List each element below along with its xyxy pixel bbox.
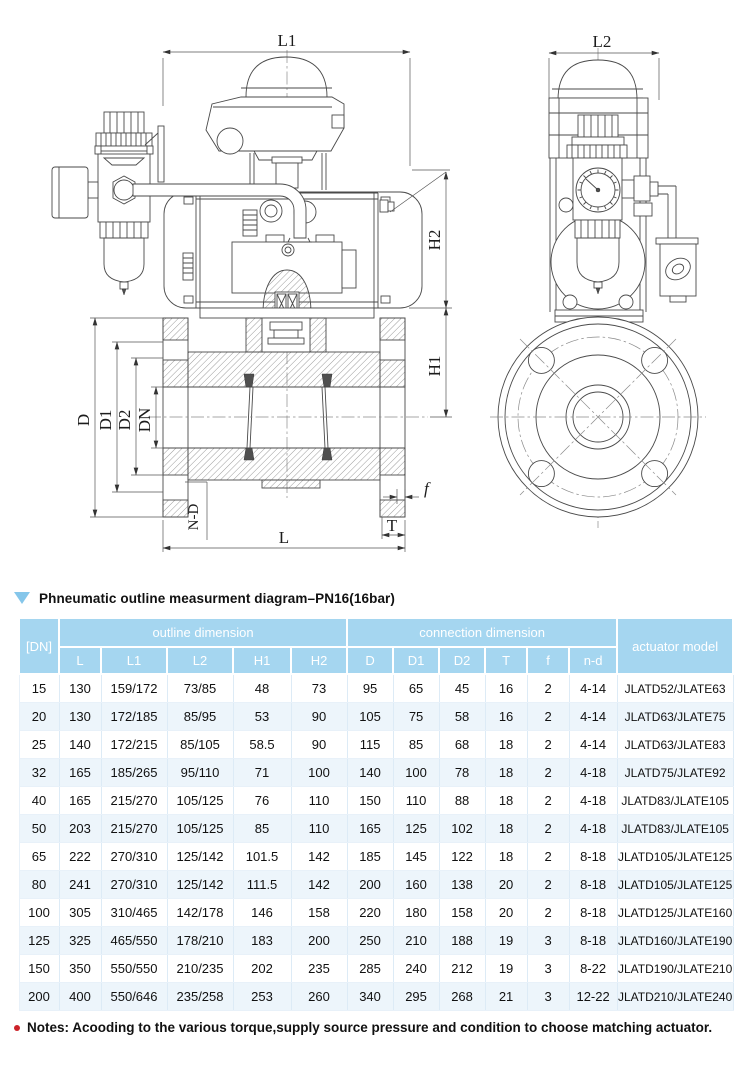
table-cell: 200 <box>19 983 59 1011</box>
table-row <box>19 899 733 927</box>
col-header-d2: D2 <box>439 647 485 674</box>
actuator-front <box>164 192 422 313</box>
table-cell: 48 <box>233 674 291 703</box>
table-cell: 340 <box>347 983 393 1011</box>
table-cell: 2 <box>527 703 569 731</box>
table-cell: 73 <box>291 674 347 703</box>
dim-label-h1: H1 <box>425 355 444 377</box>
col-header-nd: n-d <box>569 647 617 674</box>
table-cell: 45 <box>439 674 485 703</box>
table-cell: 350 <box>59 955 101 983</box>
air-port <box>260 200 282 222</box>
table-cell: JLATD63/JLATE83 <box>617 731 733 759</box>
indicator-window <box>217 128 243 154</box>
table-cell: 325 <box>59 927 101 955</box>
table-cell: 122 <box>439 843 485 871</box>
table-row <box>19 871 733 899</box>
front-view <box>52 31 452 552</box>
table-row <box>19 843 733 871</box>
table-cell: 140 <box>59 731 101 759</box>
table-cell: 165 <box>347 815 393 843</box>
table-cell: 95/110 <box>167 759 233 787</box>
table-cell: 18 <box>485 843 527 871</box>
table-cell: 65 <box>19 843 59 871</box>
group-header-connection: connection dimension <box>347 618 617 647</box>
table-cell: 85 <box>393 731 439 759</box>
table-cell: 75 <box>393 703 439 731</box>
table-cell: 235 <box>291 955 347 983</box>
table-row <box>19 674 733 703</box>
table-cell: 80 <box>19 871 59 899</box>
table-cell: 4-18 <box>569 759 617 787</box>
table-cell: 16 <box>485 703 527 731</box>
table-cell: 100 <box>291 759 347 787</box>
mounting-bracket <box>158 126 164 182</box>
table-cell: 100 <box>19 899 59 927</box>
dim-label-d: D <box>74 413 93 427</box>
filter-bowl <box>104 238 144 282</box>
table-cell: 73/85 <box>167 674 233 703</box>
table-cell: JLATD125/JLATE160 <box>617 899 733 927</box>
table-cell: 142 <box>291 871 347 899</box>
table-cell: 110 <box>291 787 347 815</box>
table-row <box>19 787 733 815</box>
table-cell: 125 <box>393 815 439 843</box>
table-cell: 465/550 <box>101 927 167 955</box>
table-cell: 220 <box>347 899 393 927</box>
table-cell: 19 <box>485 955 527 983</box>
table-cell: 253 <box>233 983 291 1011</box>
table-cell: 71 <box>233 759 291 787</box>
table-cell: 88 <box>439 787 485 815</box>
col-header-d: D <box>347 647 393 674</box>
col-header-h1: H1 <box>233 647 291 674</box>
table-cell: 130 <box>59 703 101 731</box>
col-header-h2: H2 <box>291 647 347 674</box>
table-cell: 3 <box>527 927 569 955</box>
table-cell: 4-14 <box>569 674 617 703</box>
table-cell: 2 <box>527 674 569 703</box>
table-cell: 125 <box>19 927 59 955</box>
table-cell: 85/95 <box>167 703 233 731</box>
table-cell: 105/125 <box>167 815 233 843</box>
table-row <box>19 703 733 731</box>
table-cell: 95 <box>347 674 393 703</box>
table-cell: 4-14 <box>569 703 617 731</box>
table-cell: 110 <box>393 787 439 815</box>
table-cell: 50 <box>19 815 59 843</box>
table-cell: 19 <box>485 927 527 955</box>
table-cell: 203 <box>59 815 101 843</box>
table-cell: 2 <box>527 759 569 787</box>
dim-label-d1: D1 <box>96 409 115 431</box>
table-cell: 260 <box>291 983 347 1011</box>
table-cell: 183 <box>233 927 291 955</box>
col-header-dn: [DN] <box>19 618 59 674</box>
dim-label-dn: DN <box>135 407 154 433</box>
table-cell: 2 <box>527 731 569 759</box>
table-cell: 215/270 <box>101 787 167 815</box>
table-cell: 235/258 <box>167 983 233 1011</box>
table-cell: 68 <box>439 731 485 759</box>
table-cell: 2 <box>527 871 569 899</box>
table-cell: 550/646 <box>101 983 167 1011</box>
section-header <box>14 589 750 607</box>
table-cell: 138 <box>439 871 485 899</box>
table-cell: 85/105 <box>167 731 233 759</box>
valve-body-front <box>148 308 428 517</box>
col-header-f: f <box>527 647 569 674</box>
table-cell: 200 <box>291 927 347 955</box>
table-cell: 130 <box>59 674 101 703</box>
table-cell: JLATD75/JLATE92 <box>617 759 733 787</box>
table-row <box>19 815 733 843</box>
table-cell: 200 <box>347 871 393 899</box>
table-cell: 172/215 <box>101 731 167 759</box>
table-cell: JLATD105/JLATE125 <box>617 871 733 899</box>
table-cell: 18 <box>485 787 527 815</box>
table-cell: 58 <box>439 703 485 731</box>
table-cell: 58.5 <box>233 731 291 759</box>
table-cell: 158 <box>439 899 485 927</box>
table-cell: 90 <box>291 731 347 759</box>
table-cell: JLATD63/JLATE75 <box>617 703 733 731</box>
pressure-gauge-side <box>52 167 88 218</box>
table-cell: 4-18 <box>569 815 617 843</box>
filter-regulator-side <box>573 158 622 294</box>
table-cell: 18 <box>485 815 527 843</box>
table-cell: 16 <box>485 674 527 703</box>
table-cell: JLATD190/JLATE210 <box>617 955 733 983</box>
col-header-l1: L1 <box>101 647 167 674</box>
table-cell: 550/550 <box>101 955 167 983</box>
table-cell: JLATD83/JLATE105 <box>617 815 733 843</box>
table-cell: 270/310 <box>101 871 167 899</box>
table-row <box>19 759 733 787</box>
dim-h1 <box>409 308 452 417</box>
table-cell: 2 <box>527 815 569 843</box>
table-cell: 65 <box>393 674 439 703</box>
table-cell: 150 <box>347 787 393 815</box>
dim-label-l2: L2 <box>592 32 612 51</box>
notes-text: Notes: Acooding to the various torque,supply source pressure and condition to choose matching actuator. <box>27 1020 713 1035</box>
table-cell: 165 <box>59 787 101 815</box>
dimension-table <box>18 617 734 1011</box>
dim-label-h2: H2 <box>425 229 444 251</box>
limit-switch-front <box>206 57 344 190</box>
table-cell: 270/310 <box>101 843 167 871</box>
col-header-t: T <box>485 647 527 674</box>
table-cell: 180 <box>393 899 439 927</box>
table-cell: 178/210 <box>167 927 233 955</box>
table-cell: 125/142 <box>167 843 233 871</box>
table-cell: 20 <box>19 703 59 731</box>
table-cell: 150 <box>19 955 59 983</box>
table-cell: 142 <box>291 843 347 871</box>
table-cell: 142/178 <box>167 899 233 927</box>
dim-label-f: f <box>424 479 429 498</box>
table-cell: 53 <box>233 703 291 731</box>
table-cell: 8-18 <box>569 843 617 871</box>
table-cell: 140 <box>347 759 393 787</box>
table-cell: 8-18 <box>569 899 617 927</box>
table-cell: 145 <box>393 843 439 871</box>
table-cell: 185 <box>347 843 393 871</box>
group-header-outline: outline dimension <box>59 618 347 647</box>
col-header-l: L <box>59 647 101 674</box>
bullet-icon <box>14 1025 20 1031</box>
filter-bowl-side <box>577 238 619 282</box>
table-cell: 172/185 <box>101 703 167 731</box>
right-flange <box>380 318 405 517</box>
table-cell: 105 <box>347 703 393 731</box>
dim-label-l1: L1 <box>277 31 297 50</box>
table-cell: 160 <box>393 871 439 899</box>
table-cell: 3 <box>527 955 569 983</box>
table-cell: 21 <box>485 983 527 1011</box>
table-cell: 222 <box>59 843 101 871</box>
table-cell: 18 <box>485 731 527 759</box>
table-cell: 4-14 <box>569 731 617 759</box>
table-cell: 8-18 <box>569 927 617 955</box>
table-cell: 110 <box>291 815 347 843</box>
table-cell: 20 <box>485 899 527 927</box>
table-cell: 250 <box>347 927 393 955</box>
table-cell: 241 <box>59 871 101 899</box>
table-cell: 8-22 <box>569 955 617 983</box>
table-body <box>19 674 733 1011</box>
table-cell: 18 <box>485 759 527 787</box>
table-cell: 2 <box>527 899 569 927</box>
filter-regulator-front <box>52 112 164 295</box>
table-cell: JLATD210/JLATE240 <box>617 983 733 1011</box>
side-view <box>490 32 706 528</box>
table-cell: 240 <box>393 955 439 983</box>
table-cell: 310/465 <box>101 899 167 927</box>
table-cell: JLATD160/JLATE190 <box>617 927 733 955</box>
dim-diameters <box>74 318 163 517</box>
table-row <box>19 983 733 1011</box>
table-cell: 202 <box>233 955 291 983</box>
table-cell: 105/125 <box>167 787 233 815</box>
table-cell: JLATD105/JLATE125 <box>617 843 733 871</box>
table-row <box>19 731 733 759</box>
table-cell: 4-18 <box>569 787 617 815</box>
left-flange <box>163 318 188 517</box>
dim-label-nd: N-D <box>186 503 202 531</box>
notes <box>14 1020 750 1035</box>
table-cell: 400 <box>59 983 101 1011</box>
table-cell: 85 <box>233 815 291 843</box>
table-cell: 32 <box>19 759 59 787</box>
table-cell: 2 <box>527 843 569 871</box>
table-cell: 295 <box>393 983 439 1011</box>
dim-label-t: T <box>386 516 398 535</box>
col-header-l2: L2 <box>167 647 233 674</box>
table-cell: 15 <box>19 674 59 703</box>
table-cell: 78 <box>439 759 485 787</box>
table-cell: 40 <box>19 787 59 815</box>
table-cell: 159/172 <box>101 674 167 703</box>
limit-switch-side <box>549 60 648 158</box>
table-cell: 90 <box>291 703 347 731</box>
table-cell: 3 <box>527 983 569 1011</box>
dim-label-d2: D2 <box>115 409 134 431</box>
table-cell: 101.5 <box>233 843 291 871</box>
section-marker-icon <box>14 592 30 604</box>
table-cell: 115 <box>347 731 393 759</box>
dim-t <box>382 516 405 539</box>
table-cell: 305 <box>59 899 101 927</box>
table-row <box>19 955 733 983</box>
flange-face <box>490 317 706 517</box>
table-cell: JLATD52/JLATE63 <box>617 674 733 703</box>
table-cell: 20 <box>485 871 527 899</box>
section-title: Phneumatic outline measurment diagram–PN16(16bar) <box>39 590 396 606</box>
table-cell: 76 <box>233 787 291 815</box>
table-cell: JLATD83/JLATE105 <box>617 787 733 815</box>
table-cell: 111.5 <box>233 871 291 899</box>
table-cell: 100 <box>393 759 439 787</box>
table-cell: 12-22 <box>569 983 617 1011</box>
table-cell: 158 <box>291 899 347 927</box>
table-cell: 210 <box>393 927 439 955</box>
table-cell: 102 <box>439 815 485 843</box>
table-cell: 210/235 <box>167 955 233 983</box>
table-cell: 2 <box>527 787 569 815</box>
table-cell: 125/142 <box>167 871 233 899</box>
dim-label-l: L <box>278 528 290 547</box>
col-header-actuator: actuator model <box>617 618 733 674</box>
table-cell: 8-18 <box>569 871 617 899</box>
table-cell: 268 <box>439 983 485 1011</box>
table-cell: 188 <box>439 927 485 955</box>
table-cell: 185/265 <box>101 759 167 787</box>
table-cell: 25 <box>19 731 59 759</box>
table-cell: 165 <box>59 759 101 787</box>
table-cell: 212 <box>439 955 485 983</box>
table-cell: 146 <box>233 899 291 927</box>
table-cell: 215/270 <box>101 815 167 843</box>
col-header-d1: D1 <box>393 647 439 674</box>
table-row <box>19 927 733 955</box>
table-cell: 285 <box>347 955 393 983</box>
